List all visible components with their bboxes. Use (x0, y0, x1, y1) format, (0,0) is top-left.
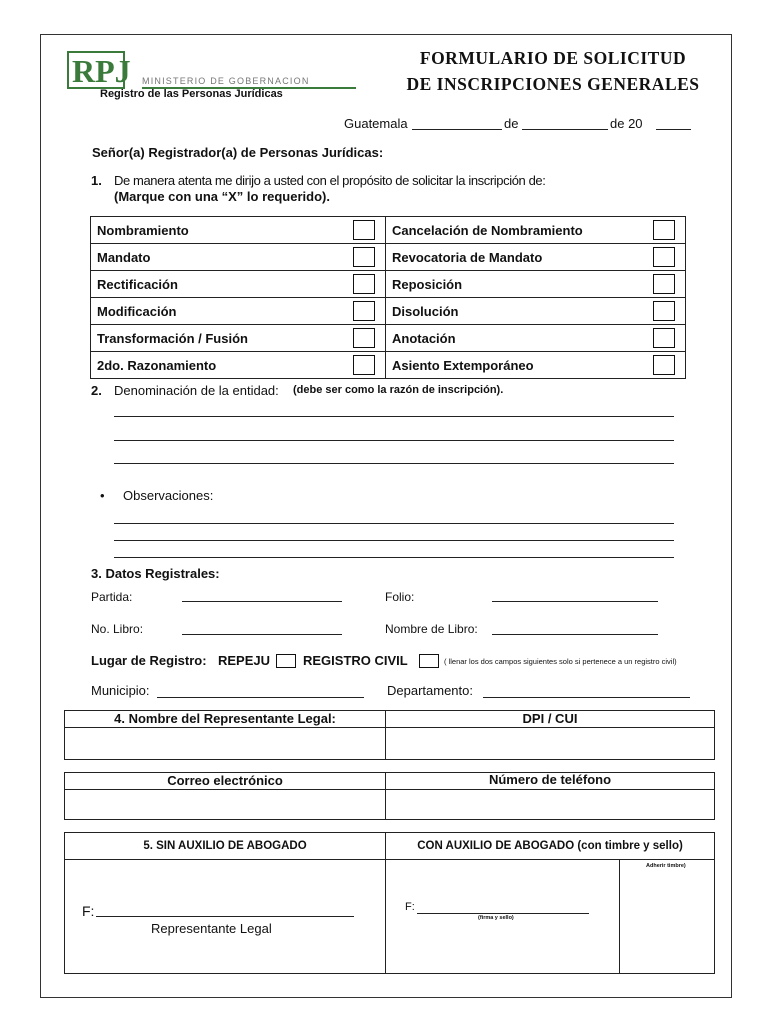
email-field[interactable] (64, 789, 386, 820)
de-label-1: de (504, 116, 519, 131)
phone-field[interactable] (385, 789, 715, 820)
option-label: Disolución (392, 303, 459, 319)
option-cell (386, 271, 686, 298)
option-cell (91, 217, 386, 244)
option-label: Reposición (392, 276, 463, 292)
signature-f-label: F: (82, 903, 95, 919)
municipio-label: Municipio: (91, 683, 150, 698)
adherir-timbre-label: Adherir timbre) (646, 863, 686, 869)
observaciones-line[interactable] (114, 540, 674, 541)
month-field[interactable] (522, 129, 608, 130)
lugar-label: Lugar de Registro: (91, 653, 207, 668)
option-cell (91, 352, 386, 379)
section2-note: (debe ser como la razón de inscripción). (293, 384, 504, 396)
option-cell (386, 298, 686, 325)
rpj-logo-icon (68, 52, 131, 89)
section1-text: De manera atenta me dirijo a usted con el propósito de solicitar la inscripción de: (114, 173, 546, 188)
options-row (91, 352, 686, 379)
day-field[interactable] (412, 129, 502, 130)
email-header: Correo electrónico (64, 772, 386, 790)
municipio-field[interactable] (157, 697, 364, 698)
departamento-field[interactable] (483, 697, 690, 698)
option-cell (91, 298, 386, 325)
option-cell (386, 325, 686, 352)
registry-name: Registro de las Personas Jurídicas (100, 88, 283, 100)
no-libro-field[interactable] (182, 634, 342, 635)
option-checkbox[interactable] (353, 328, 375, 348)
option-cell (91, 271, 386, 298)
partida-field[interactable] (182, 601, 342, 602)
section1-number: 1. (91, 173, 102, 188)
repeju-label: REPEJU (218, 653, 271, 668)
registro-civil-note: ( llenar los dos campos siguientes solo si pertenece a un registro civil) (444, 657, 677, 666)
option-checkbox[interactable] (653, 274, 675, 294)
option-label: Transformación / Fusión (97, 330, 248, 346)
options-row (91, 217, 686, 244)
section3-title: 3. Datos Registrales: (91, 566, 220, 581)
timbre-box (619, 859, 715, 974)
folio-label: Folio: (385, 590, 415, 604)
folio-field[interactable] (492, 601, 658, 602)
section2-number: 2. (91, 383, 102, 398)
option-checkbox[interactable] (353, 355, 375, 375)
option-label: Asiento Extemporáneo (392, 357, 534, 373)
option-label: 2do. Razonamiento (97, 357, 217, 373)
lawyer-signature-line[interactable] (417, 913, 589, 914)
logo-letters: RPJ (72, 53, 131, 89)
options-row (91, 244, 686, 271)
registro-civil-checkbox[interactable] (419, 654, 439, 668)
option-cell (386, 244, 686, 271)
option-checkbox[interactable] (653, 355, 675, 375)
option-label: Cancelación de Nombramiento (392, 222, 583, 238)
entity-name-line[interactable] (114, 463, 674, 464)
observaciones-line[interactable] (114, 523, 674, 524)
option-checkbox[interactable] (353, 301, 375, 321)
option-label: Nombramiento (97, 222, 189, 238)
observaciones-label: Observaciones: (123, 488, 214, 503)
section1-instruction: (Marque con una “X” lo requerido). (114, 189, 330, 204)
entity-name-line[interactable] (114, 440, 674, 441)
options-table (90, 216, 686, 379)
entity-name-line[interactable] (114, 416, 674, 417)
options-row (91, 271, 686, 298)
dpi-field[interactable] (385, 727, 715, 760)
rep-legal-header: 4. Nombre del Representante Legal: (64, 710, 386, 728)
option-checkbox[interactable] (353, 274, 375, 294)
partida-label: Partida: (91, 590, 133, 604)
nombre-libro-label: Nombre de Libro: (385, 622, 478, 636)
firma-sello-label: (firma y sello) (478, 915, 514, 921)
options-row (91, 298, 686, 325)
form-title-line1: FORMULARIO DE SOLICITUD (419, 48, 687, 68)
option-checkbox[interactable] (653, 328, 675, 348)
option-label: Mandato (97, 249, 151, 265)
phone-header: Número de teléfono (385, 772, 715, 790)
salutation: Señor(a) Registrador(a) de Personas Jurídicas: (92, 145, 384, 160)
ministry-name: MINISTERIO DE GOBERNACION (142, 76, 310, 86)
option-cell (91, 325, 386, 352)
option-checkbox[interactable] (653, 301, 675, 321)
representante-legal-label: Representante Legal (151, 921, 272, 936)
departamento-label: Departamento: (387, 683, 473, 698)
city-label: Guatemala (344, 116, 408, 131)
option-label: Rectificación (97, 276, 178, 292)
observaciones-bullet: • (100, 488, 105, 503)
option-cell (91, 244, 386, 271)
option-checkbox[interactable] (353, 220, 375, 240)
year-field[interactable] (656, 129, 691, 130)
form-title-line2: DE INSCRIPCIONES GENERALES (406, 74, 700, 94)
option-cell (386, 217, 686, 244)
logo (66, 52, 356, 102)
repeju-checkbox[interactable] (276, 654, 296, 668)
registro-civil-label: REGISTRO CIVIL (303, 653, 408, 668)
option-label: Anotación (392, 330, 456, 346)
dpi-header: DPI / CUI (385, 710, 715, 728)
options-row (91, 325, 686, 352)
observaciones-line[interactable] (114, 557, 674, 558)
option-checkbox[interactable] (653, 247, 675, 267)
section2-label: Denominación de la entidad: (114, 383, 279, 398)
option-checkbox[interactable] (353, 247, 375, 267)
no-libro-label: No. Libro: (91, 622, 144, 636)
option-cell (386, 352, 686, 379)
sin-abogado-header: 5. SIN AUXILIO DE ABOGADO (64, 832, 386, 860)
option-label: Revocatoria de Mandato (392, 249, 543, 265)
nombre-libro-field[interactable] (492, 634, 658, 635)
option-checkbox[interactable] (653, 220, 675, 240)
rep-legal-field[interactable] (64, 727, 386, 760)
lawyer-f-label: F: (405, 901, 415, 913)
signature-line[interactable] (96, 916, 354, 917)
con-abogado-header: CON AUXILIO DE ABOGADO (con timbre y sello) (385, 832, 715, 860)
de-label-2: de 20 (610, 116, 643, 131)
option-label: Modificación (97, 303, 177, 319)
